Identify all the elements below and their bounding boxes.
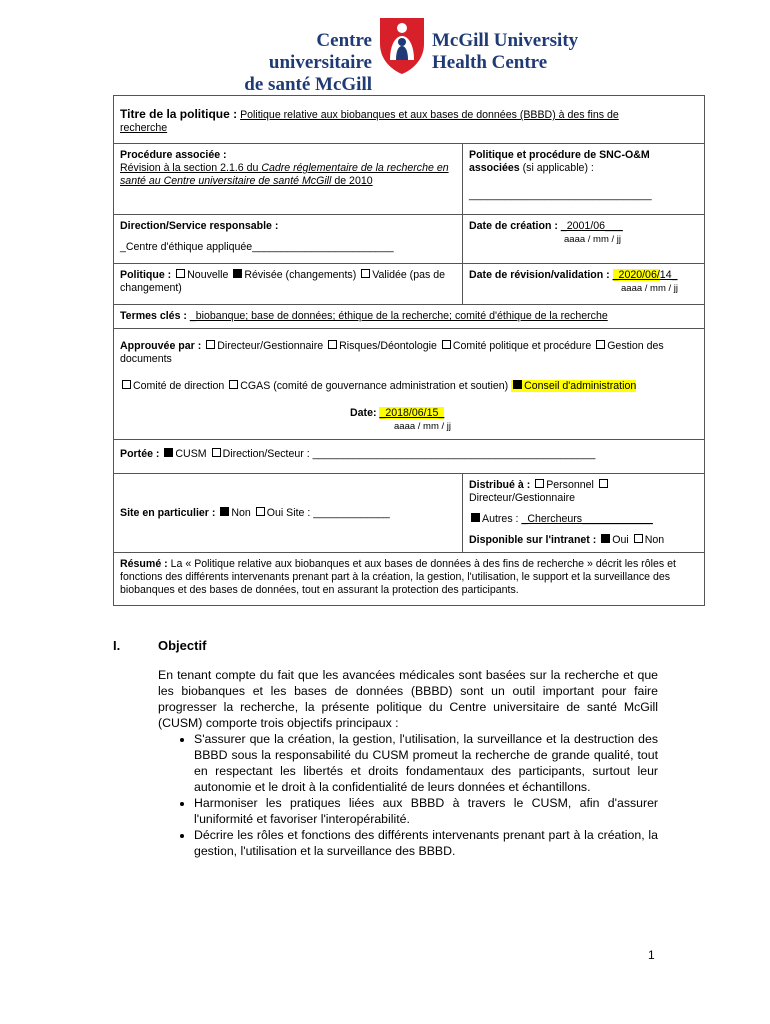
snc-note: (si applicable) : <box>519 162 594 174</box>
portee-cusm: CUSM <box>175 448 207 460</box>
checkbox-autres[interactable] <box>471 513 480 522</box>
dist-autres-value: _Chercheurs____________ <box>521 513 653 525</box>
dist-directeur: Directeur/Gestionnaire <box>469 492 575 504</box>
opt-revisee: Révisée (changements) <box>244 269 357 281</box>
checkbox-intranet-non[interactable] <box>634 534 643 543</box>
section-heading: Objectif <box>158 638 207 653</box>
resume-cell <box>114 553 705 606</box>
revision-cell <box>463 264 705 305</box>
direction-cell <box>114 215 463 264</box>
snc-label2: associées <box>469 162 520 174</box>
logo-text-en <box>432 30 592 74</box>
appr-comite-dir: Comité de direction <box>133 380 225 392</box>
checkbox-validee[interactable] <box>361 269 370 278</box>
title-value-2: recherche <box>120 122 168 134</box>
portee-cell <box>114 440 705 474</box>
approval-date-value: _2018/06/15_ <box>379 407 445 419</box>
page-number: 1 <box>648 948 655 962</box>
title-label: Titre de la politique : <box>120 107 238 121</box>
opt-validee: Validée (pas de changement) <box>120 269 446 294</box>
site-oui: Oui Site : _____________ <box>266 506 390 519</box>
intranet-oui: Oui <box>612 534 629 546</box>
section-intro: En tenant compte du fait que les avancées médicales sont basées sur la recherche et que les biobanques et les bases de données (BBBD) sont un outil important pour faire progresser la recherche, la présente politique du Centre universitaire de santé McGill (CUSM) comporte trois objectifs principaux : <box>158 668 658 730</box>
termes-value: _biobanque; base de données; éthique de la recherche; comité d'éthique de la recherche <box>189 310 608 322</box>
checkbox-comite-direction[interactable] <box>122 380 131 389</box>
title-value-1: Politique relative aux biobanques et aux bases de données (BBBD) à des fins de <box>240 109 619 121</box>
snc-cell <box>463 144 705 215</box>
resume-label: Résumé : <box>120 558 168 570</box>
checkbox-dist-directeur[interactable] <box>599 479 608 488</box>
opt-nouvelle: Nouvelle <box>187 269 229 281</box>
intranet-non: Non <box>644 534 665 546</box>
approval-date-label: Date: <box>350 407 377 419</box>
checkbox-cusm[interactable] <box>164 448 173 457</box>
revision-date-format: aaaa / mm / jj <box>621 283 679 294</box>
section-body <box>158 667 658 859</box>
checkbox-directeur[interactable] <box>206 340 215 349</box>
resume-text: La « Politique relative aux biobanques et aux bases de données à des fins de recherche » décrit les rôles et fonctions des différents intervenants prenant part à la création, la gestion, l'utilisation, le support et la surveillance des biobanques et des bases de données, tout en assurant la protection des participants. <box>120 558 676 596</box>
policy-form-table <box>113 95 705 606</box>
list-item: • Décrire les rôles et fonctions des différents intervenants prenant part à la création, la gestion, l'utilisation et la surveillance des BBBD. <box>194 827 658 859</box>
approval-date-format: aaaa / mm / jj <box>394 421 452 432</box>
checkbox-personnel[interactable] <box>535 479 544 488</box>
appr-directeur: Directeur/Gestionnaire <box>217 340 324 352</box>
appr-gestion: Gestion des documents <box>120 340 664 365</box>
dist-autres: Autres : <box>482 513 522 525</box>
logo-en-line2: Health Centre <box>432 52 548 73</box>
checkbox-conseil[interactable] <box>513 380 522 389</box>
intranet-label: Disponible sur l'intranet : <box>469 534 597 546</box>
section-number: I. <box>113 638 121 653</box>
creation-cell <box>463 215 705 264</box>
dist-personnel: Personnel <box>546 479 594 491</box>
procedure-text-a: Révision à la section 2.1.6 du <box>120 162 262 174</box>
title-cell <box>114 96 705 144</box>
procedure-cell <box>114 144 463 215</box>
checkbox-risques[interactable] <box>328 340 337 349</box>
checkbox-revisee[interactable] <box>233 269 242 278</box>
checkbox-comite-politique[interactable] <box>442 340 451 349</box>
termes-label: Termes clés : <box>120 310 187 322</box>
revision-label: Date de révision/validation : <box>469 269 610 281</box>
site-cell <box>114 474 463 553</box>
checkbox-gestion[interactable] <box>596 340 605 349</box>
approuvee-label: Approuvée par : <box>120 340 202 352</box>
revision-value-hl: _2020/06/ <box>612 269 660 281</box>
creation-label: Date de création : <box>469 220 558 232</box>
muhc-crest-icon <box>376 14 428 76</box>
list-item: • Harmoniser les pratiques liées aux BBBD à travers le CUSM, afin d'assurer l'uniformité et favoriser l'interopérabilité. <box>194 795 658 827</box>
procedure-text <box>120 162 456 188</box>
approuvee-cell <box>114 329 705 440</box>
procedure-text-italic: Cadre réglementaire de la recherche en santé au Centre universitaire de santé McGill <box>120 162 449 187</box>
site-non: Non <box>231 506 251 519</box>
politique-cell <box>114 264 463 305</box>
list-item: • S'assurer que la création, la gestion, l'utilisation, la surveillance et la destruction des BBBD sous la responsabilité du CUSM promeut la recherche de grande qualité, tout en respectant les libertés et droits fondamentaux des participants, surtout leur autonomie et le droit à la confidentialité de leurs données et échantillons. <box>194 731 658 795</box>
procedure-label: Procédure associée : <box>120 149 227 161</box>
appr-conseil: Conseil d'administration <box>524 380 637 392</box>
objectives-list <box>158 731 658 859</box>
logo-fr-line2: de santé McGill <box>244 74 372 95</box>
portee-direction: Direction/Secteur : ________________________________________________ <box>222 448 596 460</box>
checkbox-direction-secteur[interactable] <box>212 448 221 457</box>
procedure-text-b: de 2010 <box>331 175 373 187</box>
logo-en-line1: McGill University <box>432 30 579 51</box>
revision-value-rest: 14_ <box>659 269 678 281</box>
appr-comite-pol: Comité politique et procédure <box>452 340 592 352</box>
creation-value: _2001/06___ <box>560 220 623 232</box>
checkbox-intranet-oui[interactable] <box>601 534 610 543</box>
checkbox-nouvelle[interactable] <box>176 269 185 278</box>
distribue-label: Distribué à : <box>469 479 531 491</box>
politique-label: Politique : <box>120 269 172 281</box>
snc-label: Politique et procédure de SNC-O&M <box>469 149 650 161</box>
logo-text-fr <box>222 30 372 96</box>
distribue-cell <box>463 474 705 553</box>
direction-value: _Centre d'éthique appliquée________________________ <box>120 241 394 253</box>
logo-fr-line1: Centre universitaire <box>268 30 372 73</box>
checkbox-cgas[interactable] <box>229 380 238 389</box>
snc-blank: _______________________________ <box>469 189 652 201</box>
appr-risques: Risques/Déontologie <box>339 340 437 352</box>
portee-label: Portée : <box>120 448 160 460</box>
checkbox-site-oui[interactable] <box>256 507 265 516</box>
termes-cell <box>114 305 705 329</box>
appr-cgas: CGAS (comité de gouvernance administration et soutien) <box>240 380 509 392</box>
direction-label: Direction/Service responsable : <box>120 220 279 232</box>
checkbox-site-non[interactable] <box>220 507 229 516</box>
site-label: Site en particulier : <box>120 506 216 519</box>
creation-date-format: aaaa / mm / jj <box>564 234 622 245</box>
